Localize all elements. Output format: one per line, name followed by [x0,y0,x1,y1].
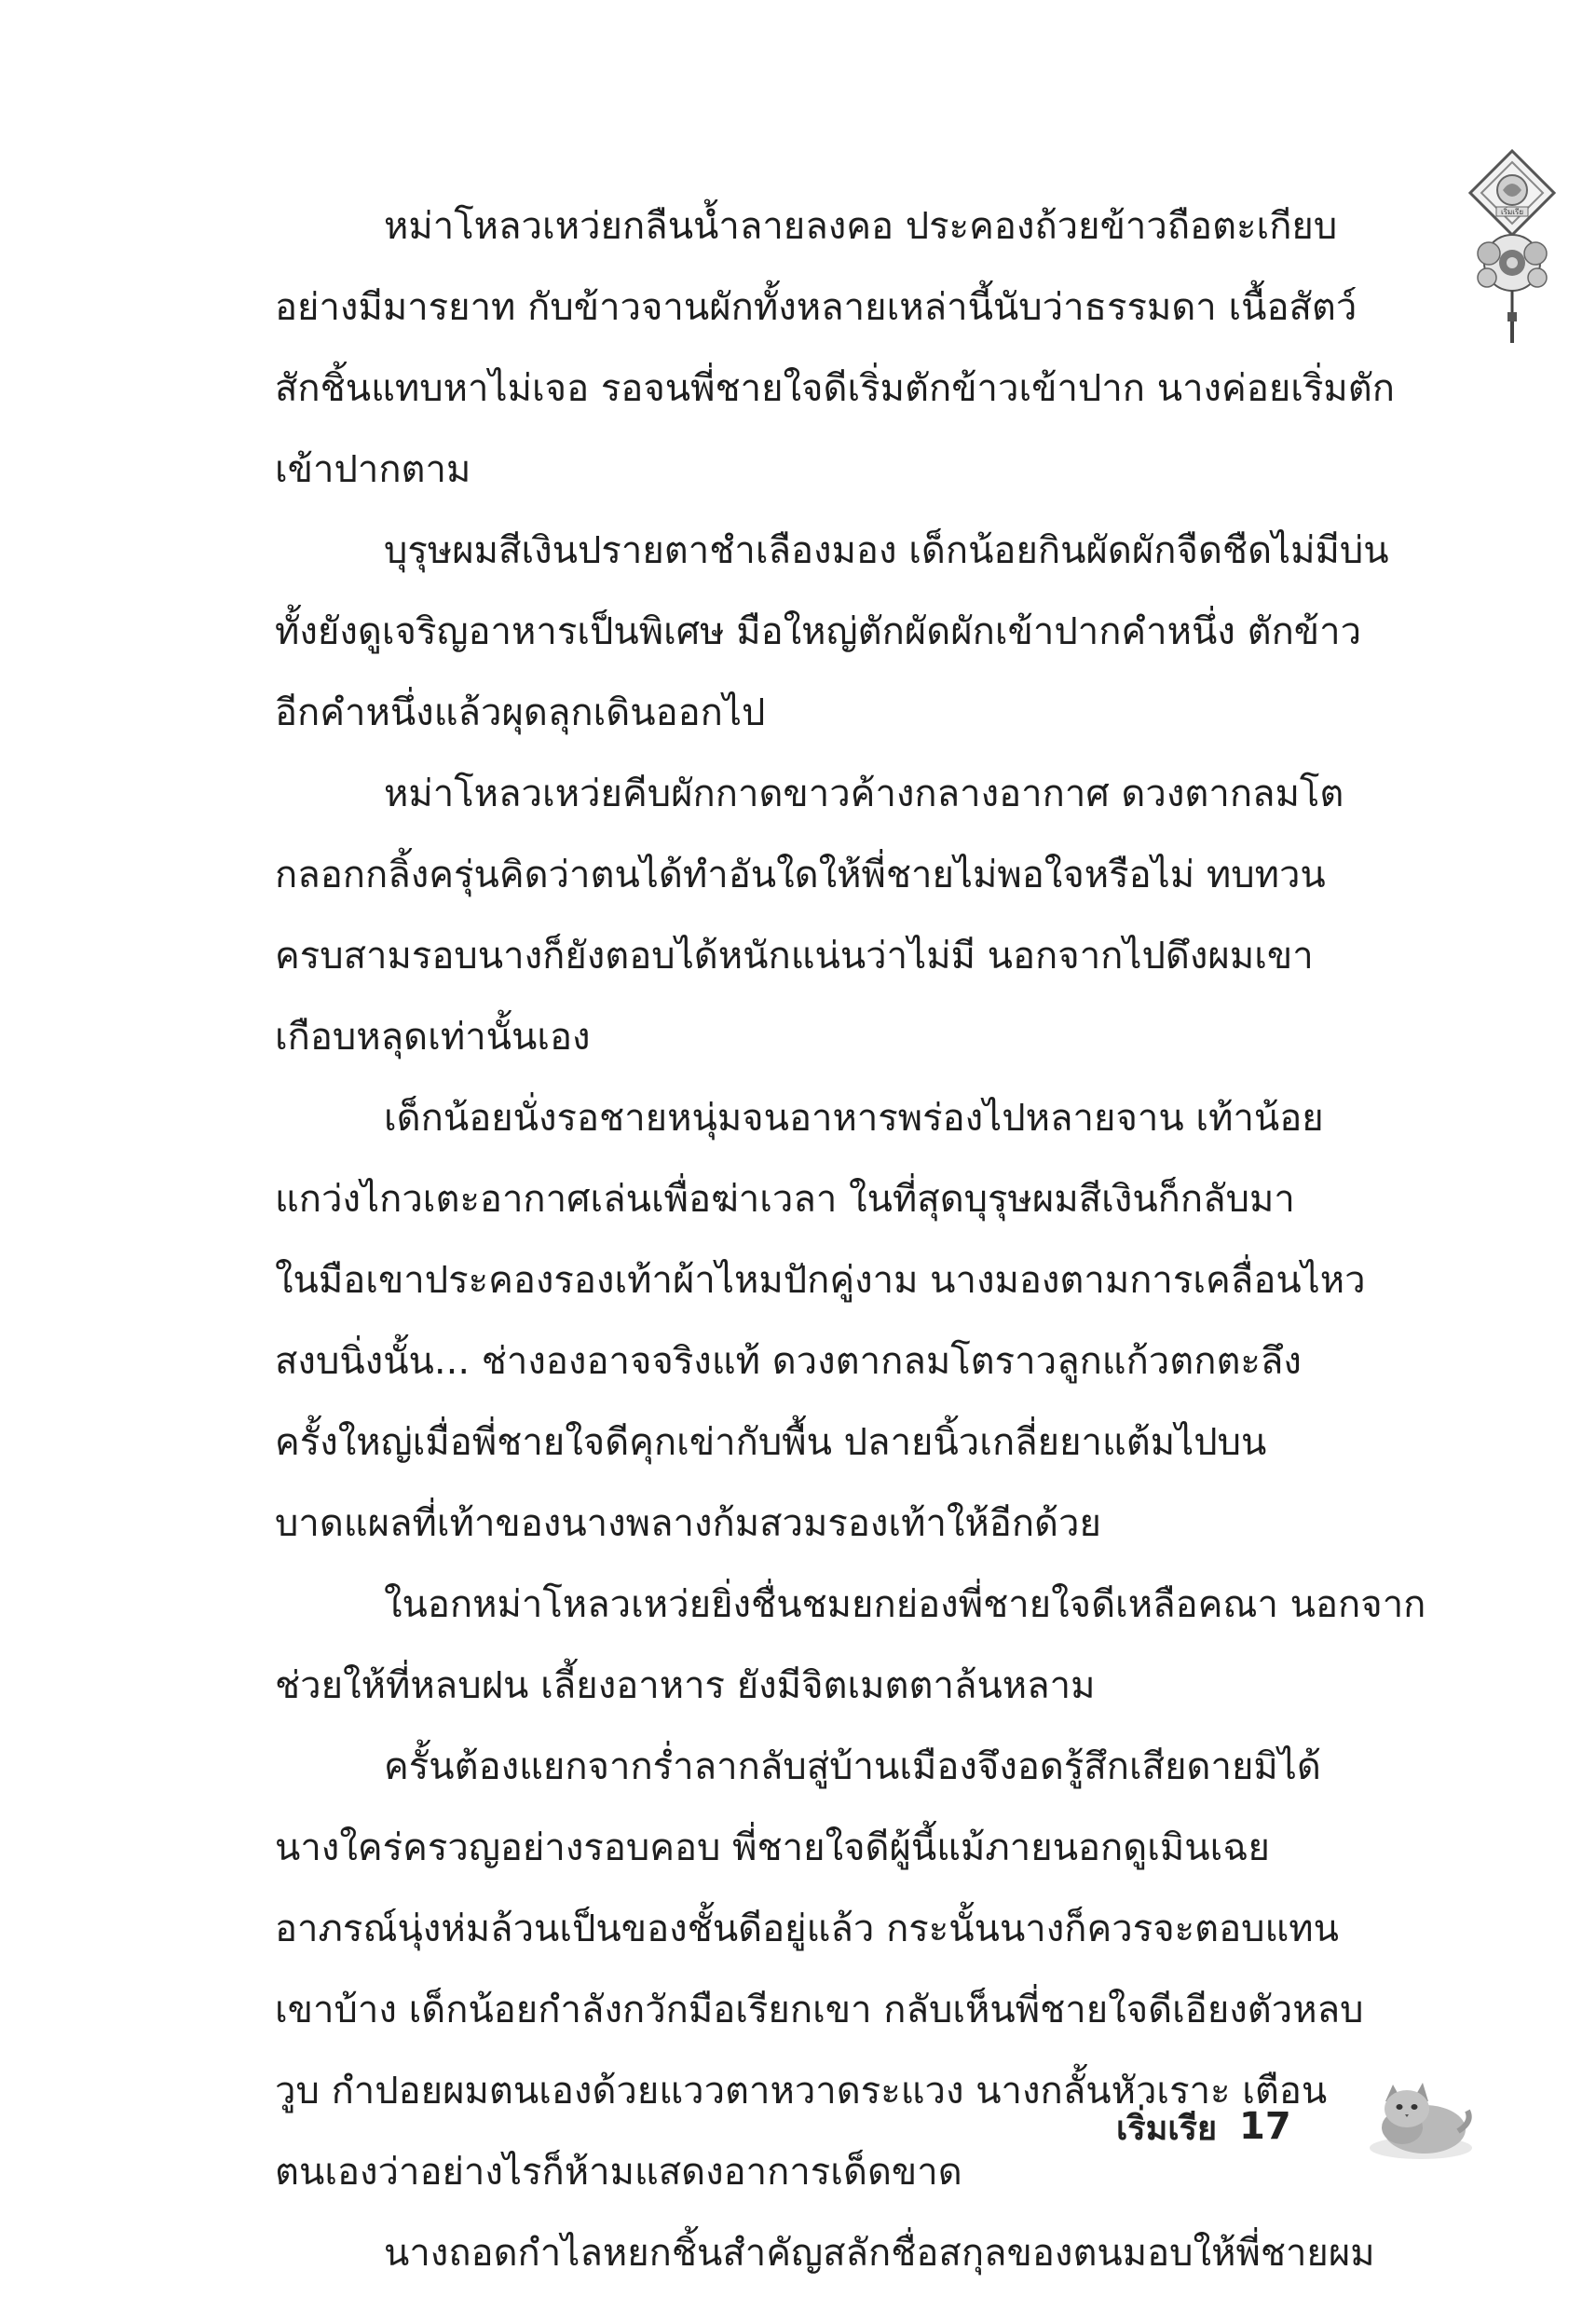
text-line: ในมือเขาประคองรองเท้าผ้าไหมปักคู่งาม นางมองตามการเคลื่อนไหว [275,1259,1366,1302]
text-line: ครบสามรอบนางก็ยังตอบได้หนักแน่นว่าไม่มี นอกจากไปดึงผมเขา [275,935,1314,978]
text-line: อาภรณ์นุ่งห่มล้วนเป็นของชั้นดีอยู่แล้ว กระนั้นนางก็ควรจะตอบแทน [275,1908,1340,1950]
text-line: ครั้งใหญ่เมื่อพี่ชายใจดีคุกเข่ากับพื้น ปลายนิ้วเกลี่ยยาแต้มไปบน [275,1421,1267,1464]
text-line: แกว่งไกวเตะอากาศเล่นเพื่อฆ่าเวลา ในที่สุดบุรุษผมสีเงินก็กลับมา [275,1178,1295,1221]
text-line: สักชิ้นแทบหาไม่เจอ รอจนพี่ชายใจดีเริ่มตักข้าวเข้าปาก นางค่อยเริ่มตัก [275,367,1395,410]
paragraph [275,511,1435,754]
text-line: ครั้นต้องแยกจากร่ำลากลับสู่บ้านเมืองจึงอดรู้สึกเสียดายมิได้ [384,1745,1321,1788]
text-line: บาดแผลที่เท้าของนางพลางก้มสวมรองเท้าให้อีกด้วย [275,1502,1101,1545]
text-line: ทั้งยังดูเจริญอาหารเป็นพิเศษ มือใหญ่ตักผัดผักเข้าปากคำหนึ่ง ตักข้าว [275,610,1362,653]
text-line: เข้าปากตาม [275,448,471,491]
text-line: สงบนิ่งนั้น... ช่างองอาจจริงแท้ ดวงตากลมโตราวลูกแก้วตกตะลึง [275,1340,1302,1383]
body-text [275,186,1435,2294]
text-line: กลอกกลิ้งครุ่นคิดว่าตนได้ทำอันใดให้พี่ชายไม่พอใจหรือไม่ ทบทวน [275,854,1326,896]
text-line: หม่าโหลวเหว่ยกลืนน้ำลายลงคอ ประคองถ้วยข้าวถือตะเกียบ [384,205,1338,248]
ornament-text: เริ่มเรีย [1500,208,1524,216]
text-line: หม่าโหลวเหว่ยคีบผักกาดขาวค้างกลางอากาศ ดวงตากลมโต [384,773,1344,815]
paragraph [275,754,1435,1078]
paragraph [275,1078,1435,1565]
text-line: เด็กน้อยนั่งรอชายหนุ่มจนอาหารพร่องไปหลายจาน เท้าน้อย [384,1097,1324,1140]
text-line: บุรุษผมสีเงินปรายตาชำเลืองมอง เด็กน้อยกินผัดผักจืดชืดไม่มีบ่น [384,529,1389,572]
text-line: เขาบ้าง เด็กน้อยกำลังกวักมือเรียกเขา กลับเห็นพี่ชายใจดีเอียงตัวหลบ [275,1989,1364,2031]
text-line: วูบ กำปอยผมตนเองด้วยแววตาหวาดระแวง นางกลั้นหัวเราะ เตือน [275,2070,1328,2113]
text-line: ตนเองว่าอย่างไรก็ห้ามแสดงอาการเด็ดขาด [275,2151,962,2194]
footer-book-title: เริ่มเรีย [1116,2109,1218,2148]
text-line: ช่วยให้ที่หลบฝน เลี้ยงอาหาร ยังมีจิตเมตตาล้นหลาม [275,1664,1096,1707]
decorative-ornament-icon [1461,149,1563,345]
text-line: ในอกหม่าโหลวเหว่ยยิ่งชื่นชมยกย่องพี่ชายใจดีเหลือคณา นอกจาก [384,1583,1426,1626]
paragraph [275,186,1435,511]
text-line: อย่างมีมารยาท กับข้าวจานผักทั้งหลายเหล่านี้นับว่าธรรมดา เนื้อสัตว์ [275,286,1357,329]
text-line: นางถอดกำไลหยกชิ้นสำคัญสลักชื่อสกุลของตนมอบให้พี่ชายผม [384,2232,1375,2275]
cat-icon [1365,2073,1477,2162]
text-line: นางใคร่ครวญอย่างรอบคอบ พี่ชายใจดีผู้นี้แม้ภายนอกดูเมินเฉย [275,1826,1270,1869]
text-line: เกือบหลุดเท่านั้นเอง [275,1016,591,1059]
paragraph [275,1565,1435,1727]
paragraph [275,2213,1435,2294]
text-line: อีกคำหนึ่งแล้วผุดลุกเดินออกไป [275,691,766,734]
page-number: 17 [1239,2105,1291,2148]
